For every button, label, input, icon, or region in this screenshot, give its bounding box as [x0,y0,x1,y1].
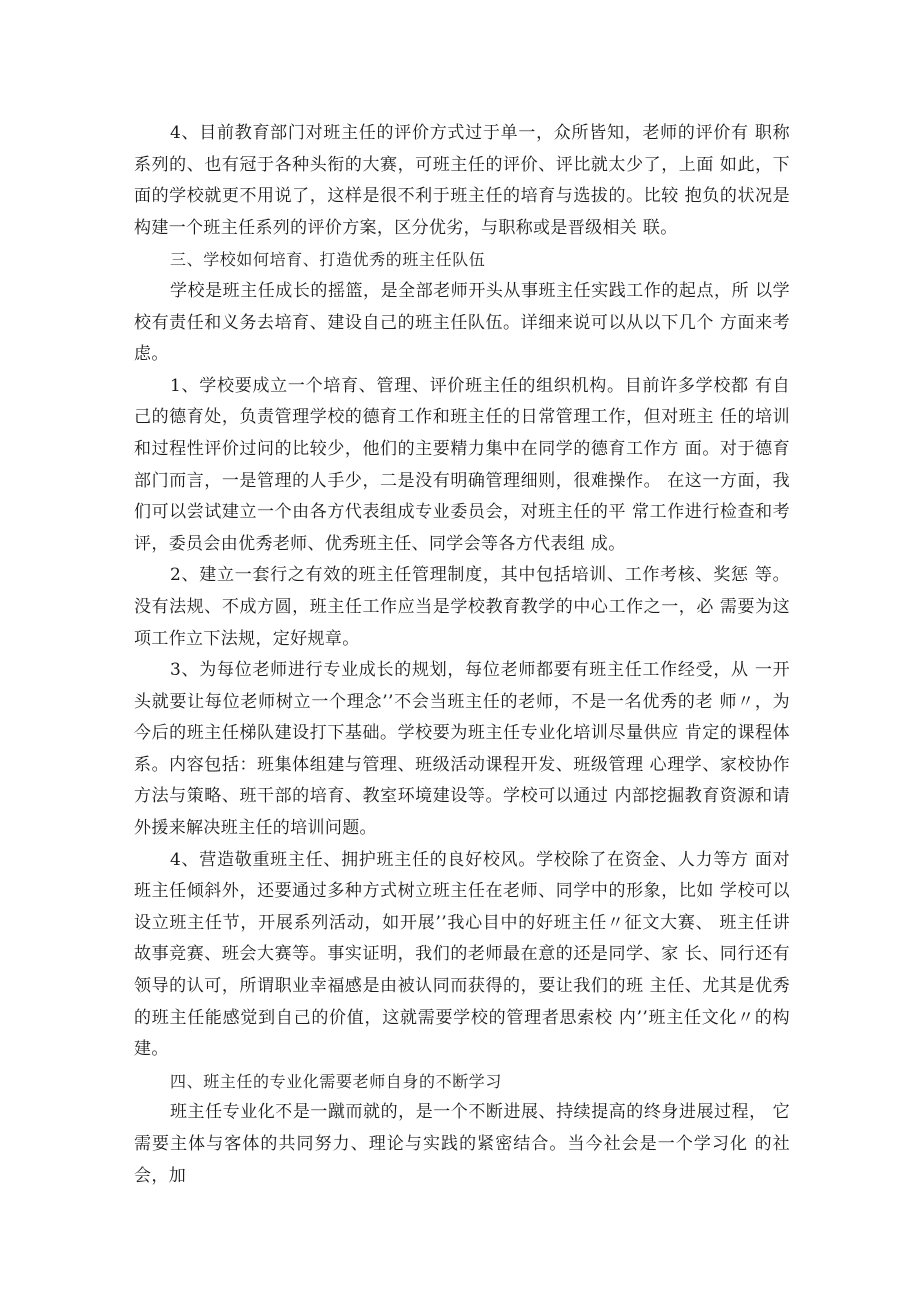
paragraph-point-one: 1、学校要成立一个培育、管理、评价班主任的组织机构。目前许多学校都 有自己的德育处，负责管理学校的德育工作和班主任的日常管理工作，但对班主 任的培训和过程性评价过问的比较少，他们的主要精力集中在同学的德育工作方 面。对于德育部门而言，一是管理的人手少，二是没有明确管理细则，很难操作。 在这一方面，我们可以尝试建立一个由各方代表组成专业委员会，对班主任的平 常工作进行检查和考评，委员会由优秀老师、优秀班主任、同学会等各方代表组 成。 [134,375,790,554]
section-heading-four: 四、班主任的专业化需要老师自身的不断学习 [170,1071,503,1091]
paragraph-continuous-learning: 班主任专业化不是一蹴而就的，是一个不断进展、持续提高的终身进展过程， 它需要主体与客体的共同努力、理论与实践的紧密结合。当今社会是一个学习化 的社会，加 [134,1102,790,1186]
paragraph-point-four: 4、营造敬重班主任、拥护班主任的良好校风。学校除了在资金、人力等方 面对班主任倾斜外，还要通过多种方式树立班主任在老师、同学中的形象，比如 学校可以设立班主任节，开展系列活动，如开展’’我心目中的好班主任〃征文大赛、 班主任讲故事竞赛、班会大赛等。事实证明，我们的老师最在意的还是同学、家 长、同行还有领导的认可，所谓职业幸福感是由被认同而获得的，要让我们的班 主任、尤其是优秀的班主任能感觉到自己的价值，这就需要学校的管理者思索校 内’’班主任文化〃的构建。 [134,849,791,1060]
paragraph-evaluation-issue: 4、目前教育部门对班主任的评价方式过于单一，众所皆知，老师的评价有 职称系列的、也有冠于各种头衔的大赛，可班主任的评价、评比就太少了，上面 如此，下面的学校就更不用说了，这样是很不利于班主任的培育与选拔的。比较 抱负的状况是构建一个班主任系列的评价方案，区分优劣，与职称或是晋级相关 联。 [134,123,790,238]
paragraph-point-two: 2、建立一套行之有效的班主任管理制度，其中包括培训、工作考核、奖惩 等。没有法规、不成方圆，班主任工作应当是学校教育教学的中心工作之一，必 需要为这项工作立下法规，定好规章。 [134,565,790,649]
paragraph-school-cradle: 学校是班主任成长的摇篮，是全部老师开头从事班主任实践工作的起点，所 以学校有责任和义务去培育、建设自己的班主任队伍。详细来说可以从以下几个 方面来考虑。 [134,280,790,365]
document-page [134,118,790,1192]
section-heading-three: 三、学校如何培育、打造优秀的班主任队伍 [170,250,486,270]
paragraph-point-three: 3、为每位老师进行专业成长的规划，每位老师都要有班主任工作经受，从 一开头就要让每位老师树立一个理念’’不会当班主任的老师，不是一名优秀的老 师〃，为今后的班主任梯队建设打下基础。学校要为班主任专业化培训尽量供应 肯定的课程体系。内容包括：班集体组建与管理、班级活动课程开发、班级管理 心理学、家校协作方法与策略、班干部的培育、教室环境建设等。学校可以通过 内部挖掘教育资源和请外援来解决班主任的培训问题。 [134,660,791,839]
